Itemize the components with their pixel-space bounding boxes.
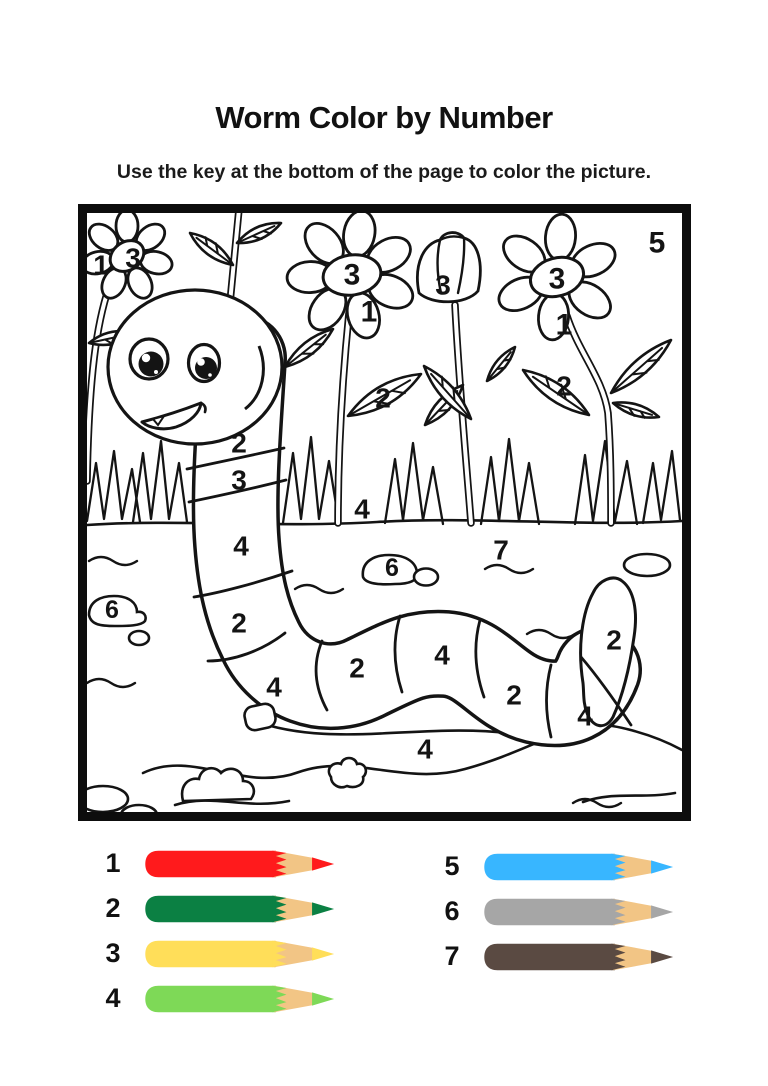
bush [182, 768, 254, 801]
key-number: 6 [444, 896, 460, 926]
scene-number: 3 [343, 258, 360, 292]
scene-number: 3 [124, 242, 141, 274]
key-row-green [98, 893, 389, 924]
pencil-icon [143, 849, 347, 879]
scene-number: 4 [576, 700, 593, 732]
color-key-left-column [98, 848, 389, 1028]
key-row-yellow [98, 938, 389, 969]
scene-number: 2 [348, 652, 365, 684]
scene-number: 4 [232, 530, 249, 562]
water-squiggle [527, 630, 575, 638]
pebble-cluster [328, 758, 365, 787]
scene-number: 7 [492, 534, 509, 566]
pencil-icon [482, 897, 686, 927]
scene-number: 6 [104, 596, 119, 624]
scene-number: 1 [555, 308, 572, 342]
scene-number: 3 [230, 464, 247, 496]
worm [108, 290, 636, 737]
key-number: 1 [105, 848, 121, 878]
key-row-light-green [98, 983, 389, 1014]
scene-number: 2 [230, 607, 247, 639]
scene-number: 4 [416, 733, 433, 765]
scene-number: 1 [360, 295, 377, 329]
pencil-icon [482, 942, 686, 972]
scene-number: 2 [505, 679, 522, 711]
pencil-icon [143, 894, 347, 924]
key-row-blue [437, 851, 728, 882]
key-number: 7 [444, 941, 460, 971]
left-pupil [138, 352, 163, 377]
scene-svg [87, 213, 682, 812]
scene-number: 6 [384, 554, 399, 582]
scene-number: 3 [548, 262, 565, 296]
key-row-gray [437, 896, 728, 927]
pond [87, 786, 128, 812]
water-squiggle [573, 799, 621, 807]
scene-number: 3 [434, 269, 451, 301]
key-number: 4 [105, 983, 121, 1013]
page-title: Worm Color by Number [215, 100, 553, 135]
pencil-icon [143, 984, 347, 1014]
key-row-brown [437, 941, 728, 972]
water-squiggle [89, 557, 137, 565]
pond [121, 805, 157, 812]
color-key [0, 848, 768, 1028]
scene-number: 4 [265, 671, 282, 703]
grass [87, 437, 680, 524]
pebble [242, 702, 276, 732]
color-key-right-column [389, 848, 728, 1028]
key-number: 5 [444, 851, 460, 881]
picture-frame [78, 204, 691, 821]
water-squiggle [485, 565, 533, 573]
scene-number: 4 [433, 639, 450, 671]
scene-number: 1 [92, 249, 109, 281]
scene-number: 4 [353, 493, 370, 525]
scene-number: 2 [555, 370, 572, 402]
scene-number: 2 [374, 382, 391, 414]
scene-number: 5 [648, 226, 665, 260]
key-number: 3 [105, 938, 121, 968]
water-squiggle [87, 679, 135, 687]
key-row-red [98, 848, 389, 879]
page-subtitle: Use the key at the bottom of the page to color the picture. [116, 161, 652, 183]
pencil-icon [482, 852, 686, 882]
pencil-icon [143, 939, 347, 969]
key-number: 2 [105, 893, 121, 923]
water-squiggle [295, 585, 343, 593]
scene-number: 2 [605, 624, 622, 656]
pond [624, 554, 670, 576]
worm-body-fill [232, 358, 597, 703]
scene-number: 2 [230, 427, 247, 459]
